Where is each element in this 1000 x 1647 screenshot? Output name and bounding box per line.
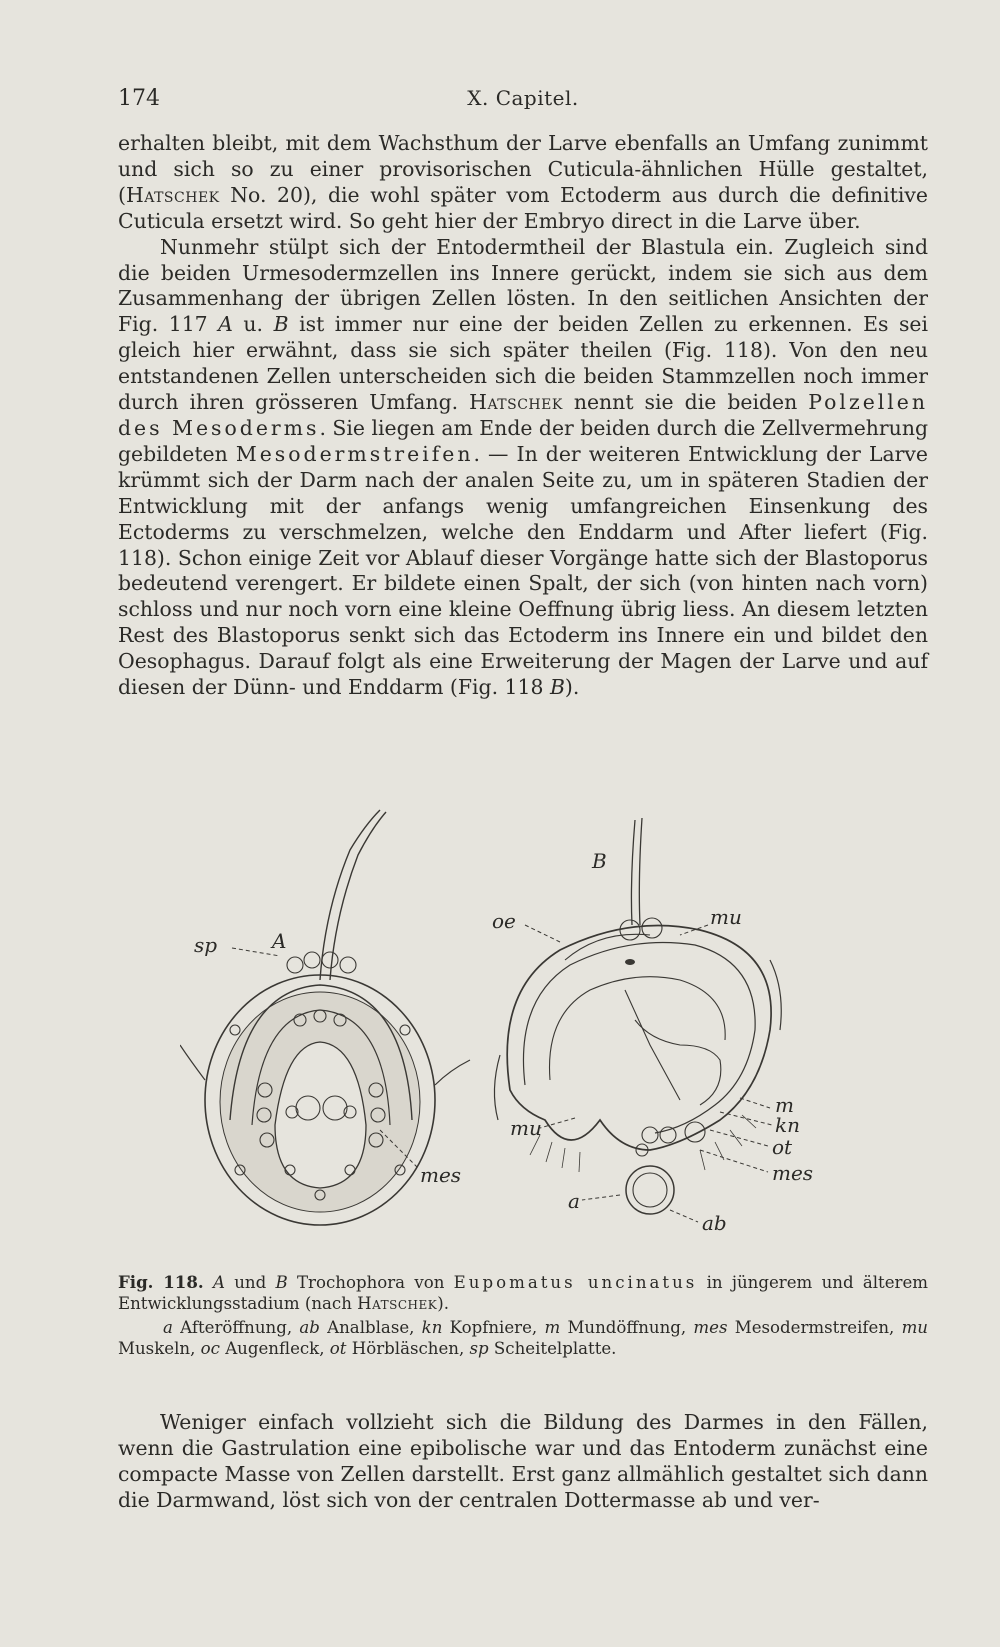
page-number: 174 [118, 86, 160, 111]
caption-title: Fig. 118. A und B Trochophora von Eupomatus uncinatus in jüngerem und älterem Entwicklungsstadium (nach Hatschek). [118, 1272, 929, 1313]
running-head: X. Capitel. [467, 86, 579, 110]
author-name: Hatschek [357, 1294, 438, 1313]
label-ab: ab [702, 1211, 727, 1235]
label-sp: sp [194, 933, 218, 957]
author-name: Hatschek [125, 182, 220, 207]
label-mes: mes [420, 1163, 462, 1187]
fig-ref-a: A [218, 312, 233, 337]
label-mu-top: mu [710, 905, 742, 929]
trochophora-drawing [180, 790, 940, 1270]
species-name: Eupomatus uncinatus [453, 1273, 698, 1292]
larva-b-outline [507, 926, 771, 1151]
page-header [118, 86, 928, 116]
paragraph-3: Weniger einfach vollzieht sich die Bildung des Darmes in den Fällen, wenn die Gastrulation eine epibolische war und das Entoderm zunächst eine compacte Masse von Zellen darstellt. Erst ganz allmählich gestaltet sich dann die Darmwand, löst sich von der centralen Dottermasse ab und ver- [118, 1410, 928, 1512]
caption-legend: a Afteröffnung, ab Analblase, kn Kopfniere, m Mundöffnung, mes Mesodermstreifen, mu Muskeln, oc Augenfleck, ot Hörbläschen, sp Scheitelplatte. [118, 1318, 928, 1358]
fig-ref-b: B [549, 675, 565, 700]
figure-label-b: B [592, 849, 607, 873]
label-oe: oe [492, 909, 516, 933]
label-kn: kn [775, 1113, 800, 1137]
body-text-top [118, 131, 928, 701]
figure-label-a: A [272, 929, 287, 953]
label-a: a [568, 1189, 580, 1213]
label-ot: ot [772, 1135, 793, 1159]
spaced-term: Polzellen des Mesoderms [118, 390, 929, 440]
figure-caption [118, 1272, 928, 1359]
label-m: m [775, 1093, 794, 1117]
label-mes-b: mes [772, 1161, 814, 1185]
body-text-bottom [118, 1410, 928, 1514]
paragraph-1: erhalten bleibt, mit dem Wachsthum der Larve ebenfalls an Umfang zunimmt und sich so zu einer provisorischen Cuticula-ähnlichen Hülle gestaltet, (Hatschek No. 20), die wohl später vom Ectoderm aus durch die definitive Cuticula ersetzt wird. So geht hier der Embryo direct in die Larve über. [118, 131, 928, 233]
spaced-term: Mesodermstreifen [235, 441, 474, 466]
figure-118 [180, 790, 940, 1270]
label-mu-left: mu [510, 1116, 542, 1140]
figure-number: Fig. 118. [118, 1272, 204, 1292]
paragraph-2: Nunmehr stülpt sich der Entodermtheil der Blastula ein. Zugleich sind die beiden Urmesodermzellen ins Innere gerückt, indem sie sich aus dem Zusammenhang der übrigen Zellen lösten. In den seitlichen Ansichten der Fig. 117 A u. B ist immer nur eine der beiden Zellen zu erkennen. Es sei gleich hier erwähnt, dass sie sich später theilen (Fig. 118). Von den neu entstandenen Zellen unterscheiden sich die beiden Stammzellen noch immer durch ihren grösseren Umfang. Hatschek nennt sie die beiden Polzellen des Mesoderms. Sie liegen am Ende der beiden durch die Zellvermehrung gebildeten Mesodermstreifen. — In der weiteren Entwicklung der Larve krümmt sich der Darm nach der analen Seite zu, um in späteren Stadien der Entwicklung mit der anfangs wenig umfangreichen Einsenkung des Ectoderms zu verschmelzen, welche den Enddarm und After liefert (Fig. 118). Schon einige Zeit vor Ablauf dieser Vorgänge hatte sich der Blastoporus bedeutend verengert. Er bildete einen Spalt, der sich (von hinten nach vorn) schloss und nur noch vorn eine kleine Oeffnung übrig liess. An diesem letzten Rest des Blastoporus senkt sich das Ectoderm ins Innere ein und bildet den Oesophagus. Darauf folgt als eine Erweiterung der Magen der Larve und auf diesen der Dünn- und Enddarm (Fig. 118 B). [118, 234, 929, 700]
author-name: Hatschek [469, 390, 563, 415]
fig-ref-b: B [273, 312, 289, 337]
